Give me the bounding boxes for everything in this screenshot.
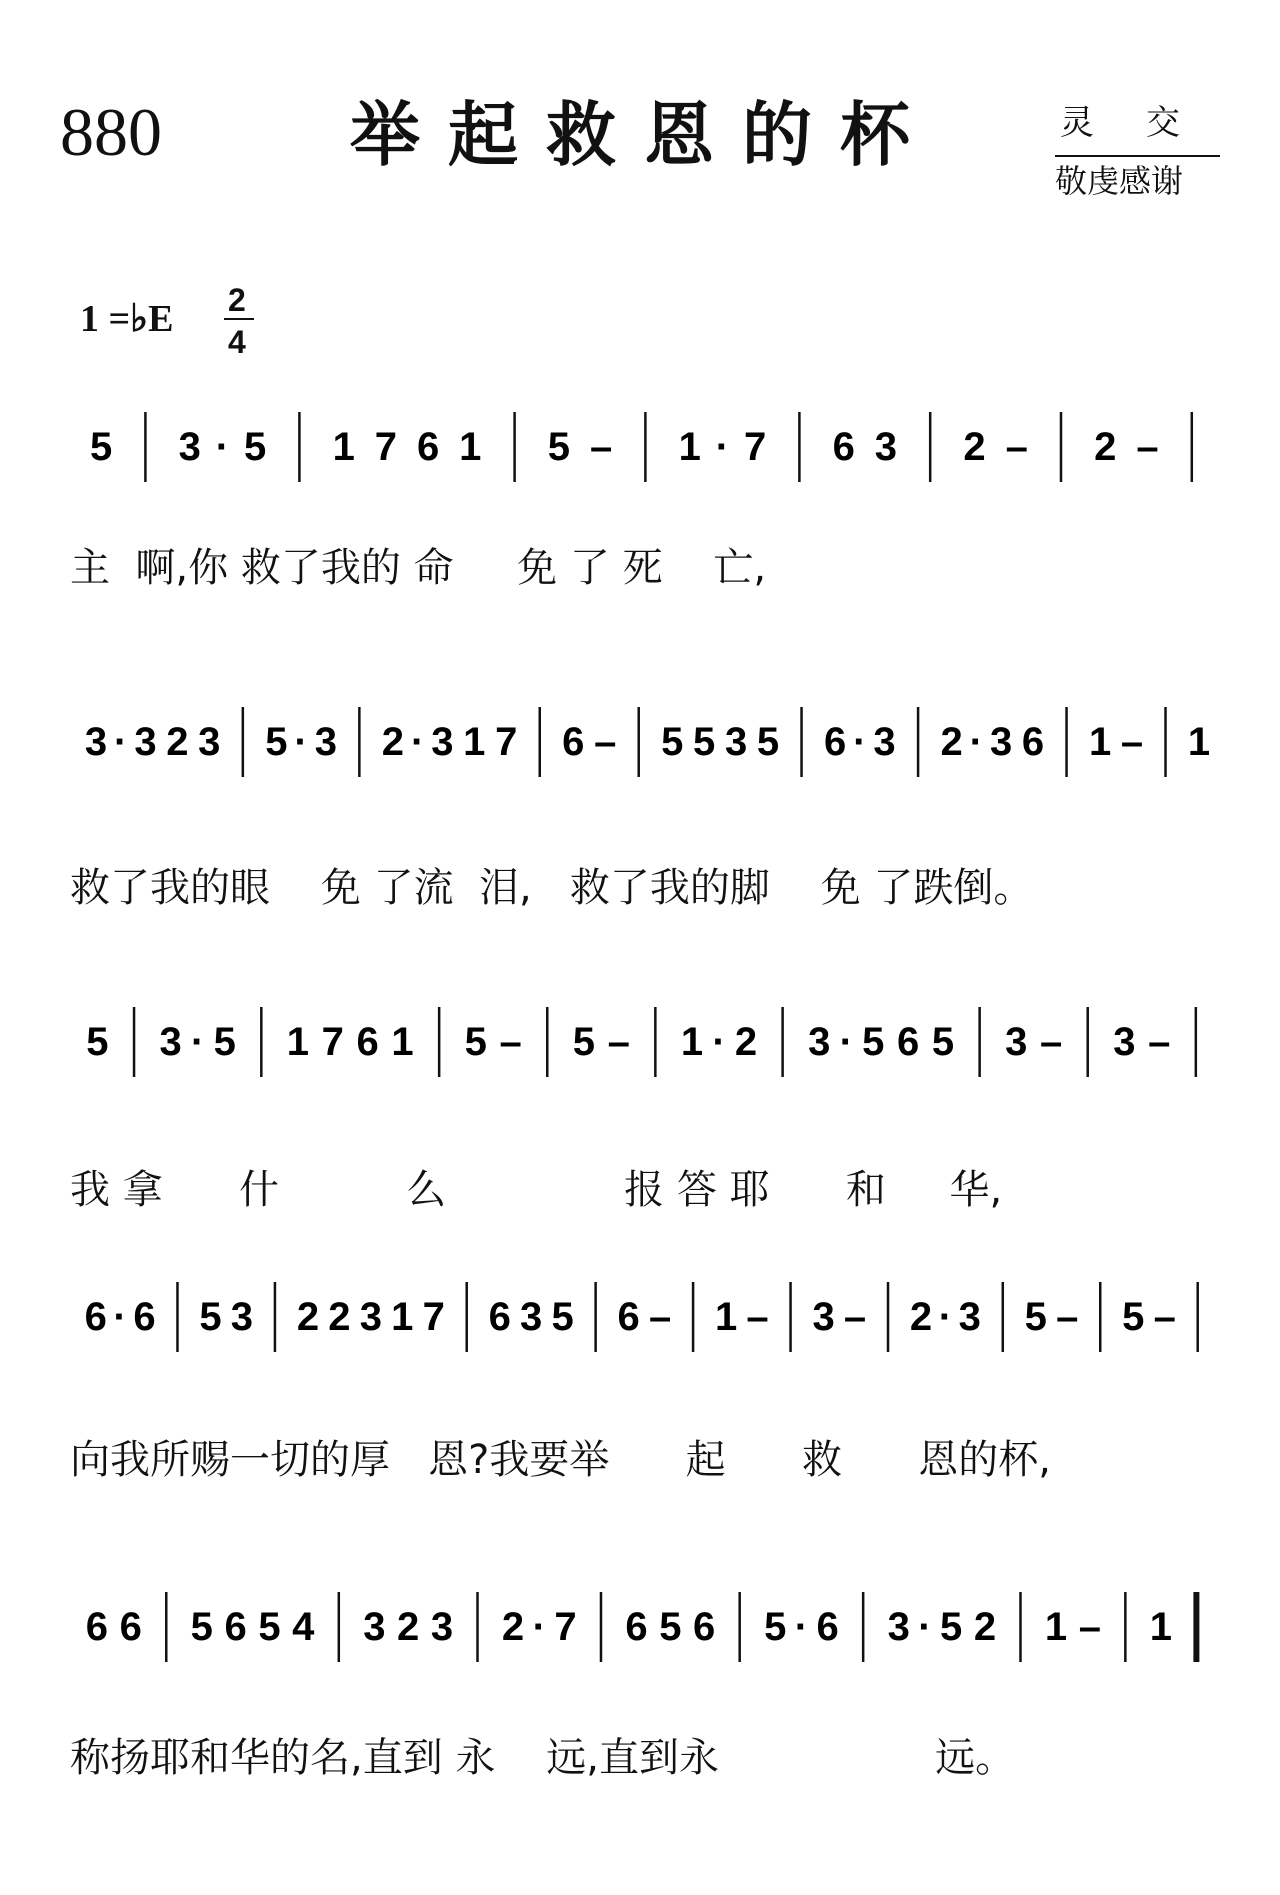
note-digit: 7: [743, 425, 767, 469]
note-digit: 2: [296, 1295, 320, 1339]
note-digit: 5: [265, 720, 288, 764]
note-digit: 3: [363, 1605, 386, 1649]
lyric-line-3: 我 拿 什 么 报 答 耶 和 华,: [70, 1167, 1003, 1213]
note-digit: 7: [495, 720, 518, 764]
subcategory-label: 敬虔感谢: [1055, 162, 1184, 200]
note-digit: 3: [198, 720, 221, 764]
note-digit: 1: [332, 425, 355, 469]
augmentation-dot: ·: [215, 425, 230, 469]
note-digit: 1: [463, 720, 486, 764]
note-digit: 6: [224, 1605, 247, 1649]
note-digit: 6: [562, 720, 585, 764]
note-digit: 1: [1149, 1605, 1172, 1649]
note-digit: 2: [397, 1605, 420, 1649]
augmentation-dot: ·: [113, 1295, 127, 1339]
note-digit: 7: [422, 1295, 445, 1339]
extension-dash: –: [746, 1295, 769, 1339]
extension-dash: –: [499, 1020, 522, 1064]
extension-dash: –: [843, 1295, 867, 1339]
extension-dash: –: [1148, 1020, 1171, 1064]
note-digit: 6: [897, 1020, 920, 1064]
note-digit: 5: [1122, 1295, 1145, 1339]
time-signature-bottom: 4: [228, 324, 246, 360]
note-digit: 7: [554, 1605, 577, 1649]
extension-dash: –: [1039, 1020, 1063, 1064]
note-digit: 1: [680, 1020, 704, 1064]
note-digit: 5: [86, 1020, 109, 1064]
lyric-line-1: 主 啊,你 救了我的 命 免 了 死 亡,: [70, 545, 767, 591]
note-digit: 7: [321, 1020, 344, 1064]
note-digit: 3: [812, 1295, 835, 1339]
augmentation-dot: ·: [712, 1020, 726, 1064]
note-digit: 3: [724, 720, 748, 764]
note-digit: 5: [190, 1605, 213, 1649]
note-digit: 2: [940, 720, 963, 764]
note-digit: 6: [617, 1295, 640, 1339]
hymn-number: 880: [60, 94, 162, 170]
extension-dash: –: [1153, 1295, 1176, 1339]
extension-dash: –: [1056, 1295, 1079, 1339]
note-digit: 5: [199, 1295, 222, 1339]
lyric-line-4: 向我所赐一切的厚 恩?我要举 起 救 恩的杯,: [70, 1437, 1051, 1483]
note-digit: 2: [909, 1295, 933, 1339]
note-digit: 1: [286, 1020, 310, 1064]
note-digit: 3: [84, 720, 108, 764]
note-digit: 6: [832, 425, 855, 469]
note-digit: 5: [258, 1605, 281, 1649]
note-digit: 6: [416, 425, 440, 469]
lyric-line-5: 称扬耶和华的名,直到 永 远,直到永 远。: [70, 1735, 1016, 1781]
extension-dash: –: [594, 720, 617, 764]
note-digit: 5: [931, 1020, 955, 1064]
extension-dash: –: [1005, 425, 1028, 469]
note-digit: 5: [243, 425, 267, 469]
note-digit: 6: [693, 1605, 716, 1649]
note-digit: 1: [714, 1295, 738, 1339]
note-digit: 2: [328, 1295, 351, 1339]
note-digit: 5: [89, 425, 113, 469]
note-digit: 6: [823, 720, 847, 764]
note-digit: 5: [940, 1605, 963, 1649]
note-digit: 5: [572, 1020, 595, 1064]
extension-dash: –: [1120, 720, 1144, 764]
note-digit: 6: [84, 1295, 107, 1339]
note-digit: 3: [958, 1295, 981, 1339]
note-digit: 1: [459, 425, 482, 469]
note-digit: 6: [816, 1605, 839, 1649]
augmentation-dot: ·: [532, 1605, 546, 1649]
note-digit: 2: [501, 1605, 525, 1649]
note-digit: 5: [547, 425, 571, 469]
note-digit: 2: [973, 1605, 997, 1649]
note-digit: 2: [381, 720, 405, 764]
note-digit: 1: [1044, 1605, 1068, 1649]
note-digit: 6: [356, 1020, 379, 1064]
note-digit: 5: [213, 1020, 236, 1064]
augmentation-dot: ·: [794, 1605, 809, 1649]
note-digit: 5: [551, 1295, 574, 1339]
note-digit: 5: [661, 720, 684, 764]
note-digit: 3: [989, 720, 1013, 764]
note-digit: 3: [1113, 1020, 1136, 1064]
note-digit: 3: [431, 720, 454, 764]
note-digit: 1: [1187, 720, 1211, 764]
note-digit: 3: [520, 1295, 543, 1339]
note-digit: 3: [134, 720, 157, 764]
note-digit: 3: [874, 425, 898, 469]
note-digit: 3: [808, 1020, 831, 1064]
extension-dash: –: [589, 425, 613, 469]
note-digit: 2: [1094, 425, 1117, 469]
note-digit: 6: [133, 1295, 156, 1339]
augmentation-dot: ·: [294, 720, 308, 764]
note-digit: 6: [488, 1295, 511, 1339]
note-digit: 6: [625, 1605, 648, 1649]
lyric-line-2: 救了我的眼 免 了流 泪, 救了我的脚 免 了跌倒。: [70, 865, 1034, 911]
note-digit: 5: [1024, 1295, 1047, 1339]
note-digit: 2: [963, 425, 986, 469]
time-signature-top: 2: [228, 282, 246, 318]
note-digit: 1: [391, 1295, 414, 1339]
augmentation-dot: ·: [969, 720, 984, 764]
note-digit: 4: [292, 1605, 315, 1649]
note-digit: 2: [166, 720, 189, 764]
extension-dash: –: [1078, 1605, 1101, 1649]
augmentation-dot: ·: [114, 720, 128, 764]
augmentation-dot: ·: [938, 1295, 953, 1339]
note-digit: 3: [1005, 1020, 1028, 1064]
note-digit: 5: [693, 720, 716, 764]
extension-dash: –: [1136, 425, 1159, 469]
augmentation-dot: ·: [715, 425, 730, 469]
note-digit: 7: [374, 425, 398, 469]
note-digit: 5: [862, 1020, 885, 1064]
note-digit: 1: [1088, 720, 1112, 764]
note-digit: 1: [391, 1020, 414, 1064]
note-digit: 6: [1021, 720, 1045, 764]
note-digit: 3: [314, 720, 337, 764]
note-digit: 5: [464, 1020, 487, 1064]
extension-dash: –: [648, 1295, 672, 1339]
note-digit: 5: [764, 1605, 787, 1649]
note-digit: 3: [873, 720, 896, 764]
augmentation-dot: ·: [853, 720, 867, 764]
augmentation-dot: ·: [839, 1020, 853, 1064]
key-signature: 1 =♭E: [80, 298, 174, 340]
hymn-title: 举起救恩的杯: [350, 94, 938, 176]
augmentation-dot: ·: [191, 1020, 205, 1064]
category-label: 灵交: [1060, 103, 1232, 143]
note-digit: 3: [230, 1295, 254, 1339]
note-digit: 3: [159, 1020, 182, 1064]
note-digit: 3: [359, 1295, 382, 1339]
note-digit: 6: [85, 1605, 109, 1649]
note-digit: 3: [430, 1605, 454, 1649]
extension-dash: –: [607, 1020, 630, 1064]
note-digit: 1: [678, 425, 701, 469]
note-digit: 6: [119, 1605, 142, 1649]
note-digit: 3: [887, 1605, 910, 1649]
note-digit: 5: [756, 720, 780, 764]
note-digit: 2: [734, 1020, 758, 1064]
augmentation-dot: ·: [410, 720, 425, 764]
note-digit: 3: [178, 425, 201, 469]
note-digit: 5: [659, 1605, 682, 1649]
augmentation-dot: ·: [918, 1605, 932, 1649]
